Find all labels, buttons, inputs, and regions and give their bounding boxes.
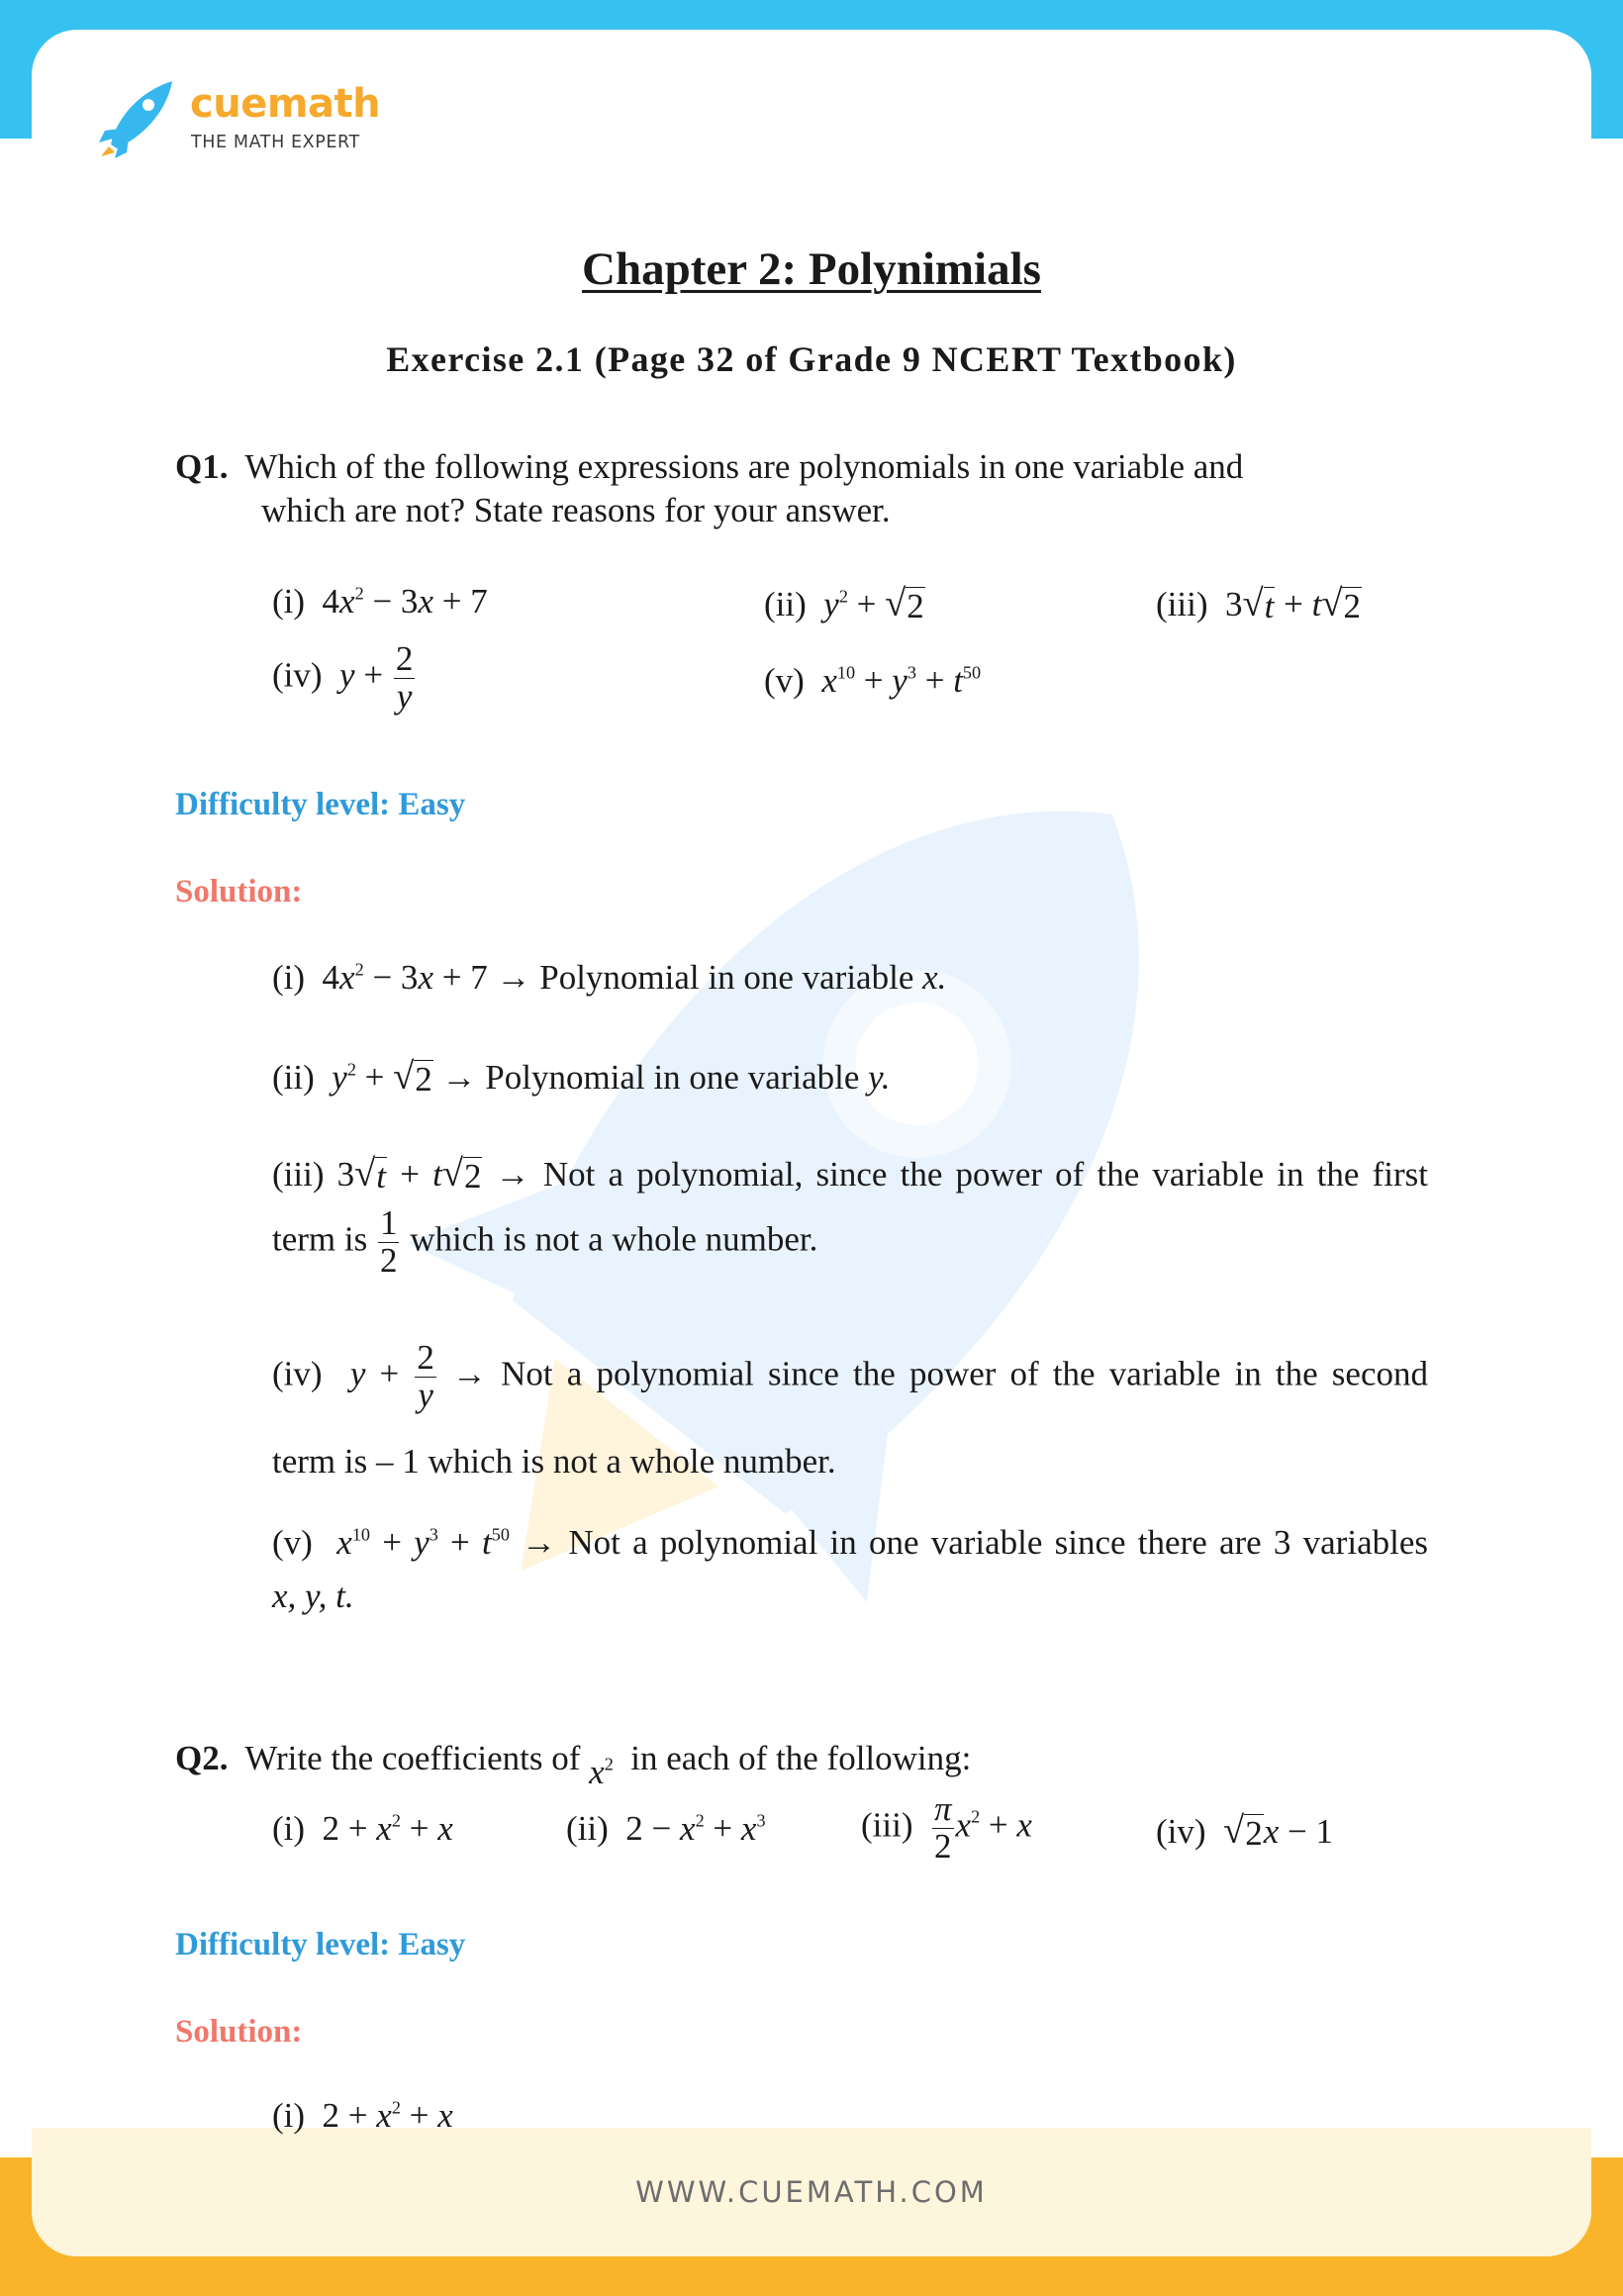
q2-option-iii: (iii) $\frac{\pi}{2}$ $x^2 + x$	[861, 1789, 1032, 1866]
footer-url: WWW.CUEMATH.COM	[635, 2175, 988, 2209]
q1-answer-iv-line1: (iv) y + $\frac{2}{y}$ → Not a polynomial since the power of the variable in the second	[272, 1338, 1428, 1414]
q1-answer-iii-line2: term is $\frac{1}{2}$ which is not a whole number.	[272, 1203, 818, 1280]
q1-difficulty: Difficulty level: Easy	[175, 787, 466, 822]
q1-answer-ii: (ii) $y^2$ + √ 2 → Polynomial in one variable y.	[272, 1056, 891, 1099]
q1-solution-label: Solution:	[175, 874, 303, 909]
logo-tagline: THE MATH EXPERT	[191, 133, 360, 152]
q1-answer-v-line2: x, y, t.	[272, 1577, 354, 1615]
q2-option-iv: (iv) √ 2 x − 1	[1156, 1810, 1333, 1853]
q1-option-iv: (iv) y + $\frac{2}{y}$	[272, 639, 414, 716]
q2-number: Q2.	[175, 1739, 229, 1777]
q1-line2: which are not? State reasons for your answer.	[261, 491, 891, 529]
q1-line1	[175, 447, 1243, 487]
q1-option-v: (v) $x^{10} + y^3 + t^{50}$	[764, 661, 982, 700]
page-title: Chapter 2: Polynimials	[582, 243, 1041, 295]
logo-wordmark: cuemath	[190, 81, 381, 127]
q1-text: Which of the following expressions are polynomials in one variable and	[244, 447, 1244, 486]
q2-option-ii: (ii) $2 - x^2 + x^3$	[566, 1809, 766, 1848]
q2-difficulty: Difficulty level: Easy	[175, 1927, 466, 1962]
q2-solution-label: Solution:	[175, 2014, 303, 2050]
q2-option-i: (i) $2 + x^2 + x$	[272, 1809, 453, 1848]
rocket-logo-icon	[91, 73, 182, 164]
q1-answer-i: (i) $4x^2 - 3x + 7$ → Polynomial in one variable x.	[272, 958, 947, 997]
q1-answer-iii-line1: (iii) 3 √ t + t √ 2 → Not a polynomial, since the power of the variable in the first	[272, 1153, 1429, 1196]
q2-answer-i: (i) $2 + x^2 + x$	[272, 2096, 453, 2135]
q1-number: Q1.	[175, 447, 229, 486]
q1-answer-iv-line2: term is – 1 which is not a whole number.	[272, 1442, 836, 1481]
q1-option-iii: (iii) 3 √ t + t √ 2	[1156, 583, 1361, 625]
page-subtitle: Exercise 2.1 (Page 32 of Grade 9 NCERT Textbook)	[386, 339, 1237, 379]
footer	[32, 2128, 1591, 2256]
cuemath-logo	[91, 73, 388, 172]
q1-option-ii: (ii) $y^2$ + √ 2	[764, 583, 924, 625]
q2-line1: Q2. Write the coefficients of $x^2$ in each of the following:	[175, 1739, 972, 1791]
q1-option-i: (i) $4x^2 - 3x + 7$	[272, 582, 488, 621]
q1-answer-v-line1: (v) $x^{10} + y^3 + t^{50}$ → Not a polynomial in one variable since there are 3 variables	[272, 1523, 1428, 1562]
